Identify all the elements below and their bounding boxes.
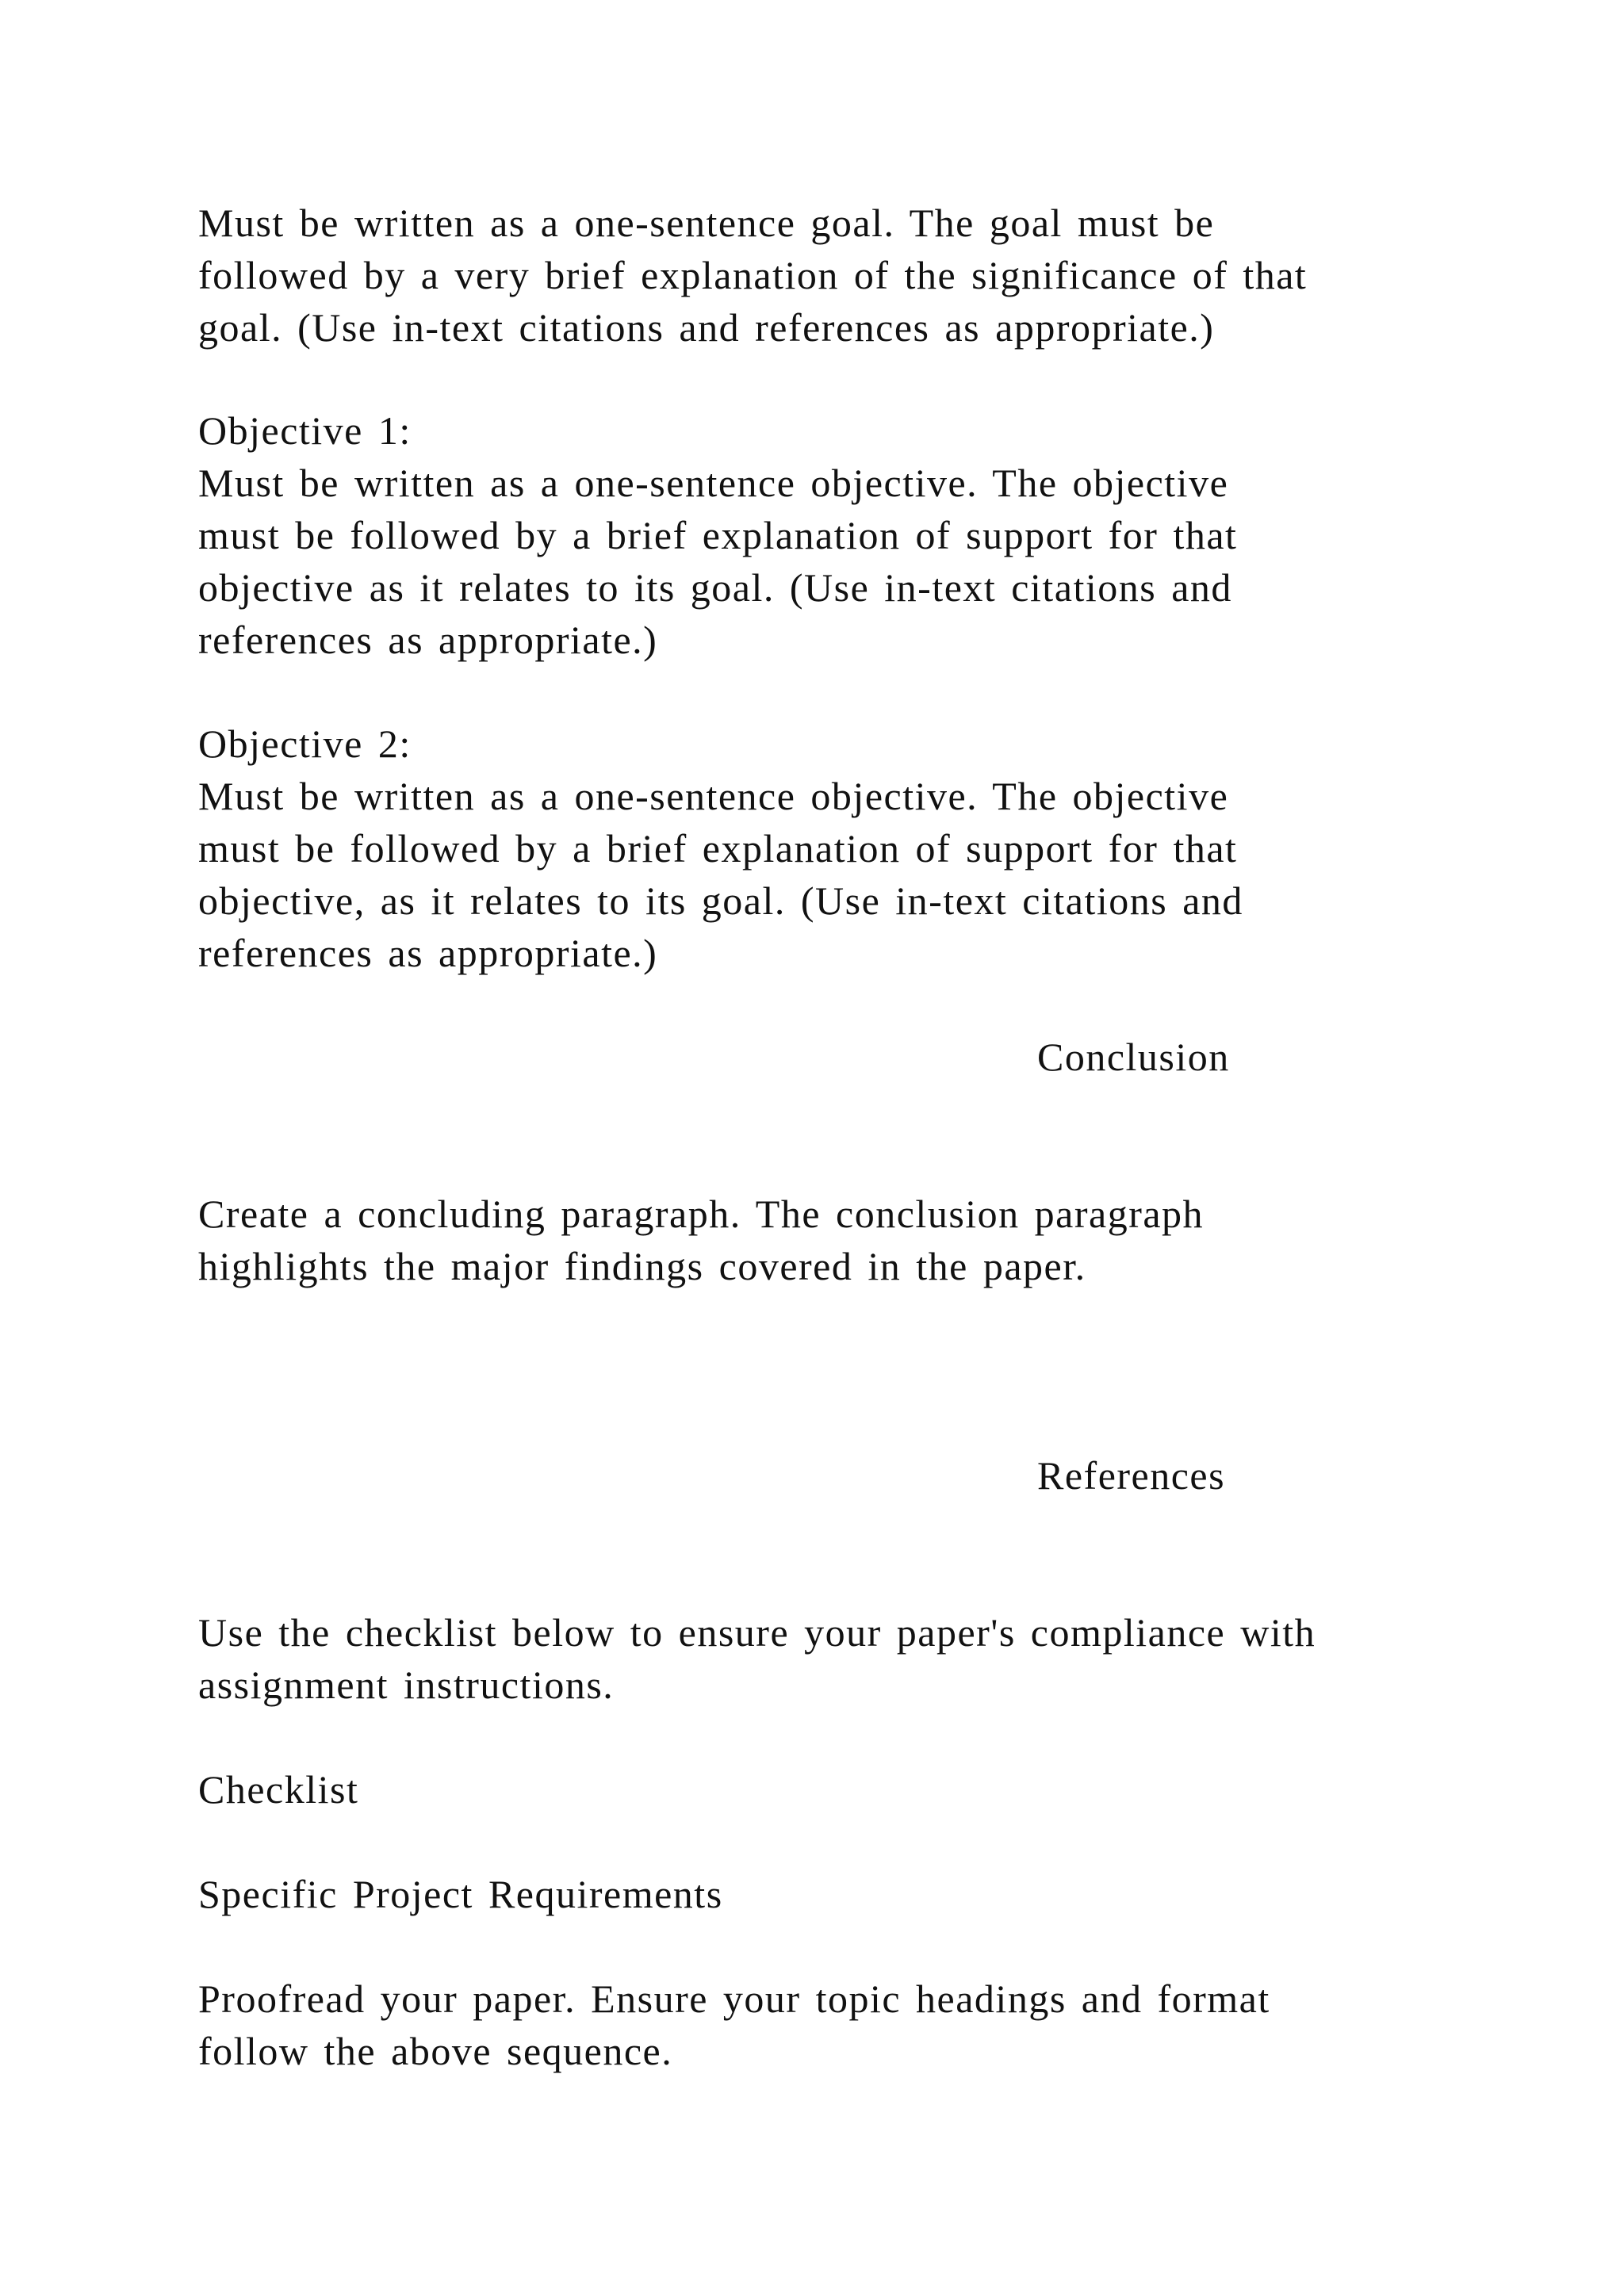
objective-2-label: Objective 2: [198, 721, 412, 766]
objective-2-paragraph: Must be written as a one-sentence objective. The objective must be followed by a brief explanation of support for that objective, as it relates to its goal. (Use in-text citations and references as appropriate.) [198, 774, 1243, 975]
checklist-heading: Checklist [198, 1767, 359, 1812]
objective-1-paragraph: Must be written as a one-sentence objective. The objective must be followed by a brief explanation of support for that objective as it relates to its goal. (Use in-text citations and references as appropriate.) [198, 461, 1238, 662]
specific-project-requirements-heading: Specific Project Requirements [198, 1872, 723, 1916]
goal-paragraph: Must be written as a one-sentence goal. The goal must be followed by a very brief explanation of the significance of that goal. (Use in-text citations and references as appropriate.) [198, 201, 1308, 350]
references-paragraph: Use the checklist below to ensure your paper's compliance with assignment instructions. [198, 1610, 1316, 1707]
conclusion-paragraph: Create a concluding paragraph. The conclusion paragraph highlights the major findings covered in the paper. [198, 1192, 1205, 1288]
proofread-paragraph: Proofread your paper. Ensure your topic headings and format follow the above sequence. [198, 1976, 1270, 2073]
references-heading: References [1037, 1453, 1226, 1498]
objective-1-label: Objective 1: [198, 408, 412, 453]
conclusion-heading: Conclusion [1037, 1035, 1230, 1079]
